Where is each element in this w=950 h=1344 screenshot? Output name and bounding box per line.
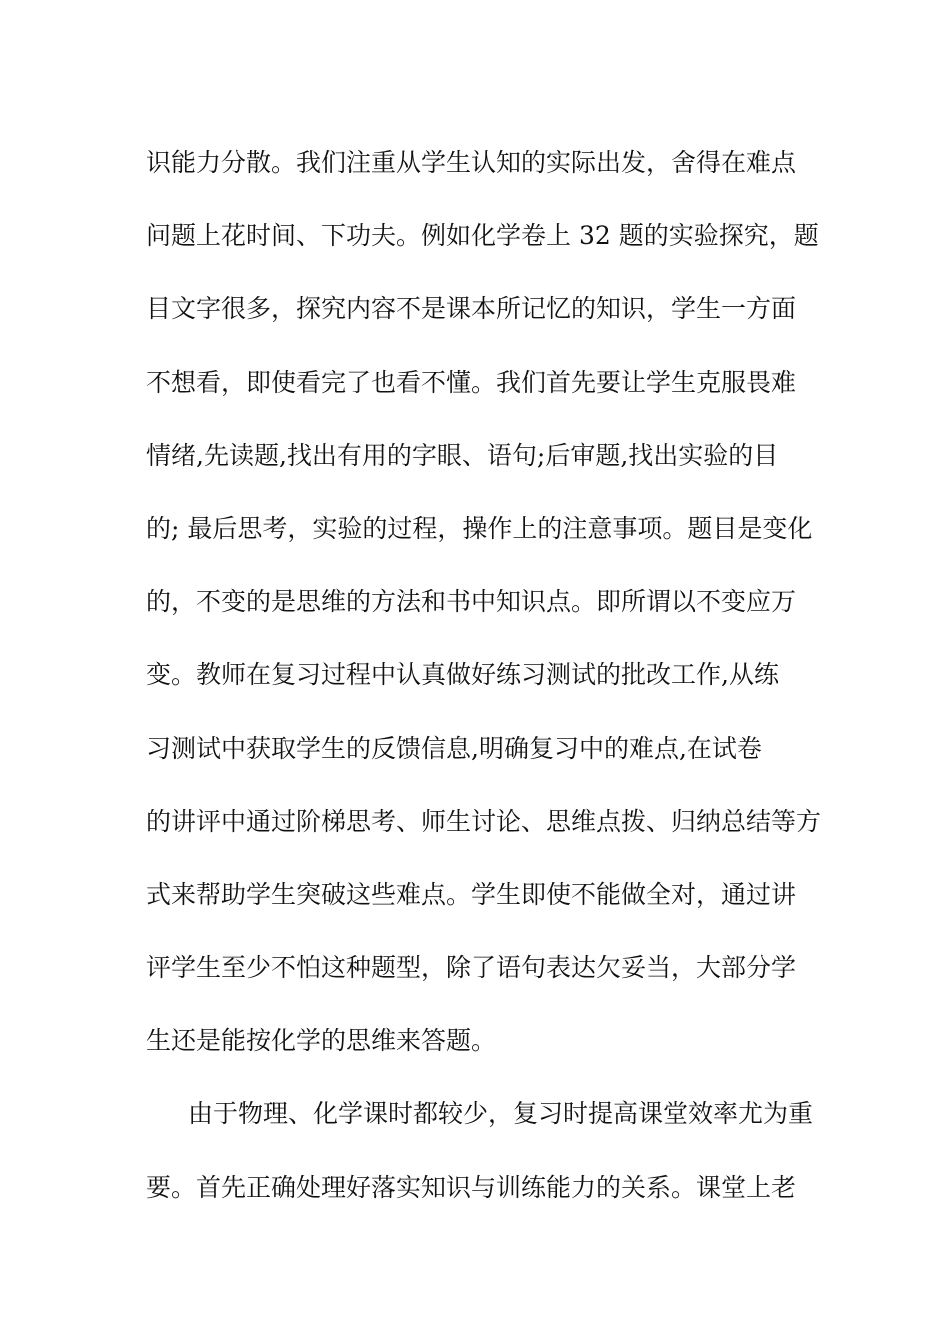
text-line: 评学生至少不怕这种题型，除了语句表达欠妥当，大部分学 (146, 953, 797, 983)
text-line: 的讲评中通过阶梯思考、师生讨论、思维点拨、归纳总结等方 (146, 806, 822, 836)
text-line: 问题上花时间、下功夫。例如化学卷上 32 题的实验探究，题 (146, 221, 819, 251)
text-line: 目文字很多，探究内容不是课本所记忆的知识，学生一方面 (146, 294, 797, 324)
text-line: 的; 最后思考，实验的过程，操作上的注意事项。题目是变化 (146, 513, 813, 543)
text-line: 变。教师在复习过程中认真做好练习测试的批改工作,从练 (146, 660, 779, 690)
text-line: 情绪,先读题,找出有用的字眼、语句;后审题,找出实验的目 (146, 440, 779, 470)
text-line: 的，不变的是思维的方法和书中知识点。即所谓以不变应万 (146, 587, 797, 617)
text-line: 不想看，即使看完了也看不懂。我们首先要让学生克服畏难 (146, 367, 797, 397)
paragraph-start-line: 由于物理、化学课时都较少，复习时提高课堂效率尤为重 (188, 1099, 814, 1129)
text-line: 生还是能按化学的思维来答题。 (146, 1026, 497, 1056)
text-line: 式来帮助学生突破这些难点。学生即使不能做全对，通过讲 (146, 879, 797, 909)
text-line: 习测试中获取学生的反馈信息,明确复习中的难点,在试卷 (146, 733, 762, 763)
text-line: 识能力分散。我们注重从学生认知的实际出发，舍得在难点 (146, 148, 797, 177)
text-line: 要。首先正确处理好落实知识与训练能力的关系。课堂上老 (146, 1172, 797, 1202)
body-text (146, 126, 822, 1224)
